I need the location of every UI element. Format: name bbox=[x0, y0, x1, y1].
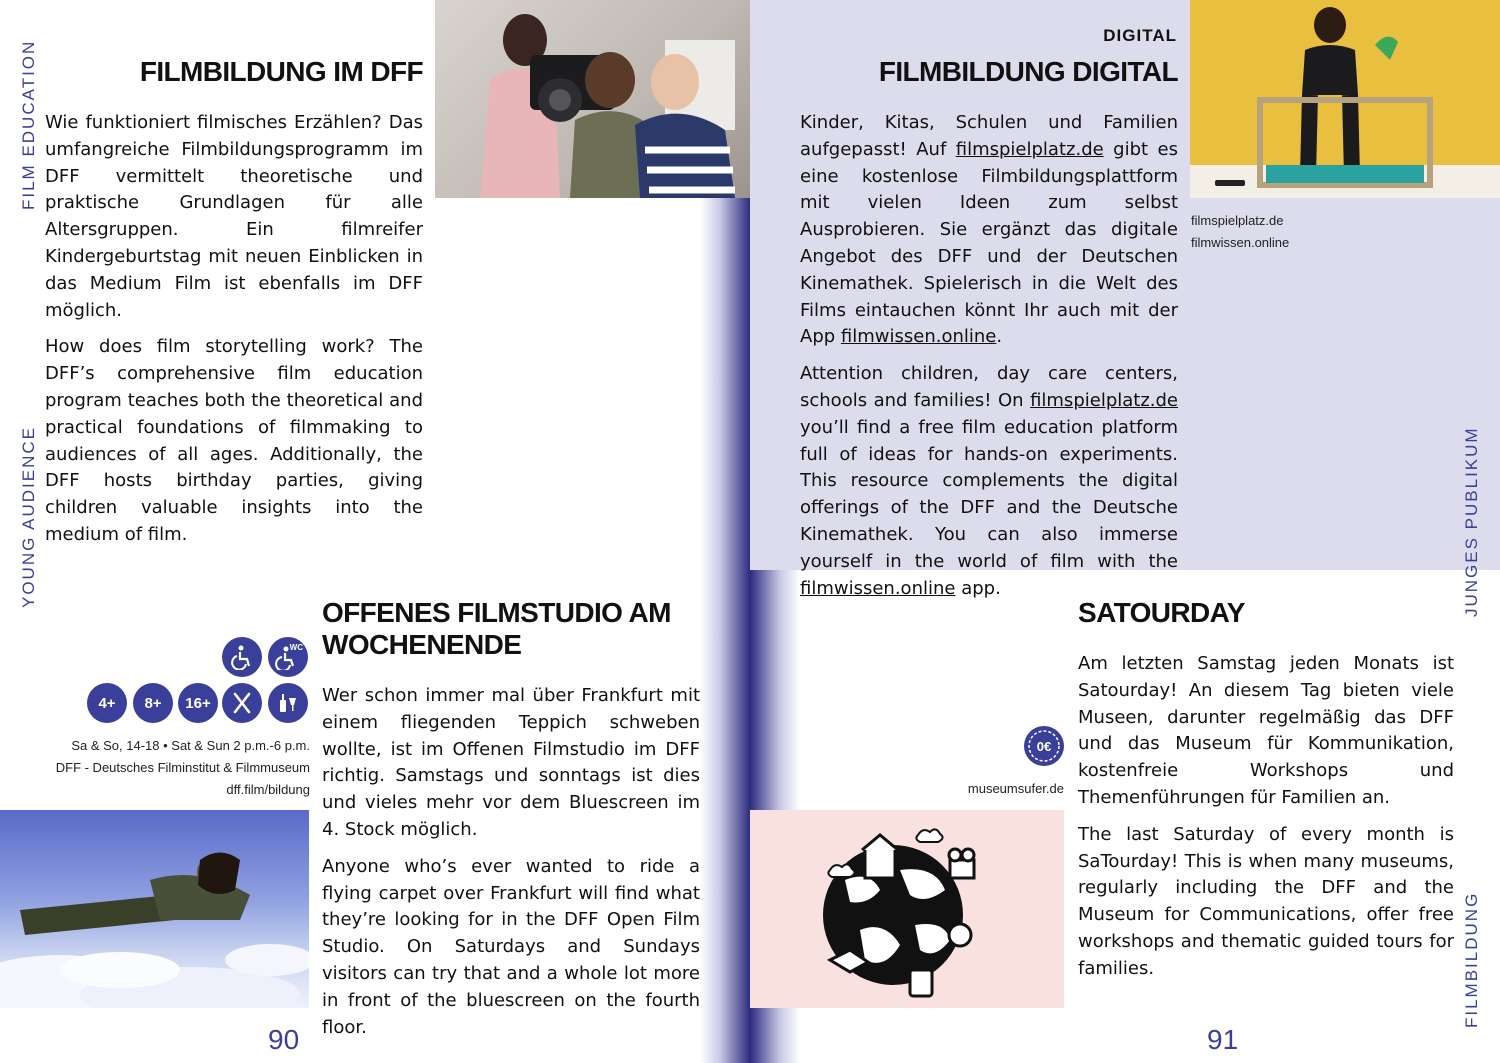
digital-english-part2: you’ll find a free film education platform full of ideas for hands-on experiments. This resource complements the digital offerings of the DFF and the Deutsche Kinemathek. You can also immerse yourself in the world of film with the bbox=[800, 416, 1178, 572]
digital-kicker: DIGITAL bbox=[1103, 26, 1177, 45]
filmstudio-hours: Sa & So, 14-18 • Sat & Sun 2 p.m.-6 p.m. bbox=[71, 738, 310, 753]
digital-english-part1: Attention children, day care centers, schools and families! On bbox=[800, 363, 1178, 411]
side-label-young-audience: YOUNG AUDIENCE bbox=[19, 426, 38, 608]
museumsufer-link[interactable]: museumsufer.de bbox=[967, 781, 1064, 796]
globe-illustration-panel bbox=[750, 810, 1064, 1008]
satourday-english-text: The last Saturday of every month is SaTourday! This is when many museums, regularly including the DFF and the Museum for Communications, offer free workshops and thematic guided tours for families. bbox=[1078, 823, 1454, 979]
free-entry-label: 0€ bbox=[1036, 738, 1052, 754]
drinks-icon bbox=[268, 683, 308, 723]
kids-camera-photo bbox=[435, 0, 750, 198]
digital-german-part2: gibt es eine kostenlose Filmbildungsplattform mit vielen Ideen zum selbst Ausprobieren. Sie ergänzt das digitale Angebot des DFF und der Deutschen Kinemathek. Spielerisch in die Welt des Films eintauchen könnt Ihr auch mit der App bbox=[800, 138, 1178, 348]
filmstudio-body bbox=[322, 683, 700, 1051]
side-label-junges-publikum: JUNGES PUBLIKUM bbox=[1462, 426, 1481, 617]
filmspielplatz-link-en[interactable]: filmspielplatz.de bbox=[1030, 389, 1178, 411]
wc-label: WC bbox=[289, 643, 303, 652]
filmbildung-german-text: Wie funktioniert filmisches Erzählen? Das umfangreiche Filmbildungsprogramm im DFF vermittelt theoretische und praktische Grundlagen für alle Altersgruppen. Ein filmreifer Kindergeburtstag mit neuen Einblicken in das Medium Film ist ebenfalls im DFF möglich. bbox=[45, 112, 423, 321]
filmwissen-link-de[interactable]: filmwissen.online bbox=[840, 326, 997, 348]
digital-english-text bbox=[800, 361, 1178, 602]
digital-side-links bbox=[1191, 210, 1289, 254]
side-label-film-education: FILM EDUCATION bbox=[19, 39, 38, 210]
digital-german-part3: . bbox=[996, 326, 1003, 348]
filmstudio-title-line2: WOCHENENDE bbox=[322, 629, 522, 660]
flying-girl-photo bbox=[0, 810, 309, 1008]
filmspielplatz-side-link[interactable]: filmspielplatz.de bbox=[1191, 213, 1284, 228]
filmstudio-venue: DFF - Deutsches Filminstitut & Filmmuseum bbox=[55, 760, 310, 775]
cutlery-icon bbox=[222, 683, 262, 723]
flying-girl-illustration bbox=[0, 810, 309, 1008]
kids-camera-illustration bbox=[435, 0, 750, 198]
filmbildung-body bbox=[45, 110, 423, 559]
wheelchair-icon bbox=[222, 637, 262, 677]
digital-german-part1: Kinder, Kitas, Schulen und Familien aufgepasst! Auf bbox=[800, 112, 1178, 160]
filmwissen-side-link[interactable]: filmwissen.online bbox=[1191, 235, 1290, 250]
free-entry-badge bbox=[1024, 726, 1064, 766]
filmstudio-info bbox=[40, 735, 310, 801]
satourday-body bbox=[1078, 651, 1454, 993]
puppet-stage-photo bbox=[1190, 0, 1500, 198]
side-label-filmbildung: FILMBILDUNG bbox=[1462, 891, 1481, 1028]
globe-illustration bbox=[750, 810, 1064, 1008]
filmbildung-english-text: How does film storytelling work? The DFF’s comprehensive film education program teaches both the theoretical and practical foundations of filmmaking to audiences of all ages. Additionally, the DFF hosts birthday parties, giving children valuable insights into the medium of film. bbox=[45, 336, 423, 545]
filmwissen-link-en[interactable]: filmwissen.online bbox=[800, 577, 956, 599]
page-number-right: 91 bbox=[1207, 1024, 1239, 1055]
accessible-wc-icon bbox=[268, 637, 308, 677]
age-badge-4: 4+ bbox=[87, 683, 127, 723]
puppet-stage-illustration bbox=[1190, 0, 1500, 198]
digital-title: FILMBILDUNG DIGITAL bbox=[878, 56, 1178, 87]
satourday-german-text: Am letzten Samstag jeden Monats ist Satourday! An diesem Tag bieten viele Museen, darunter regelmäßig das DFF und das Museum für Kommunikation, kostenfreie Workshops und Themenführungen für Familien an. bbox=[1078, 653, 1454, 808]
age-badge-16: 16+ bbox=[178, 683, 218, 723]
filmstudio-link[interactable]: dff.film/bildung bbox=[226, 782, 310, 797]
filmstudio-english-text: Anyone who’s ever wanted to ride a flying carpet over Frankfurt will find what they’re looking for in the DFF Open Film Studio. On Saturdays and Sundays visitors can try that and a whole lot more in front of the bluescreen on the fourth floor. bbox=[322, 855, 700, 1038]
satourday-title: SATOURDAY bbox=[1078, 597, 1245, 628]
age-badge-8: 8+ bbox=[133, 683, 173, 723]
filmstudio-title-line1: OFFENES FILMSTUDIO AM bbox=[322, 597, 671, 628]
digital-body bbox=[800, 110, 1178, 612]
filmstudio-title bbox=[322, 597, 702, 661]
filmbildung-title: FILMBILDUNG IM DFF bbox=[139, 56, 423, 87]
filmspielplatz-link-de[interactable]: filmspielplatz.de bbox=[955, 138, 1104, 160]
filmstudio-german-text: Wer schon immer mal über Frankfurt mit einem fliegenden Teppich schweben wollte, ist im Offenen Filmstudio im DFF richtig. Samstags und sonntags ist dies und vieles mehr vor dem Bluescreen im 4. Stock möglich. bbox=[322, 685, 700, 840]
digital-english-part3: app. bbox=[961, 577, 1001, 599]
page-number-left: 90 bbox=[268, 1024, 300, 1055]
digital-german-text bbox=[800, 110, 1178, 351]
